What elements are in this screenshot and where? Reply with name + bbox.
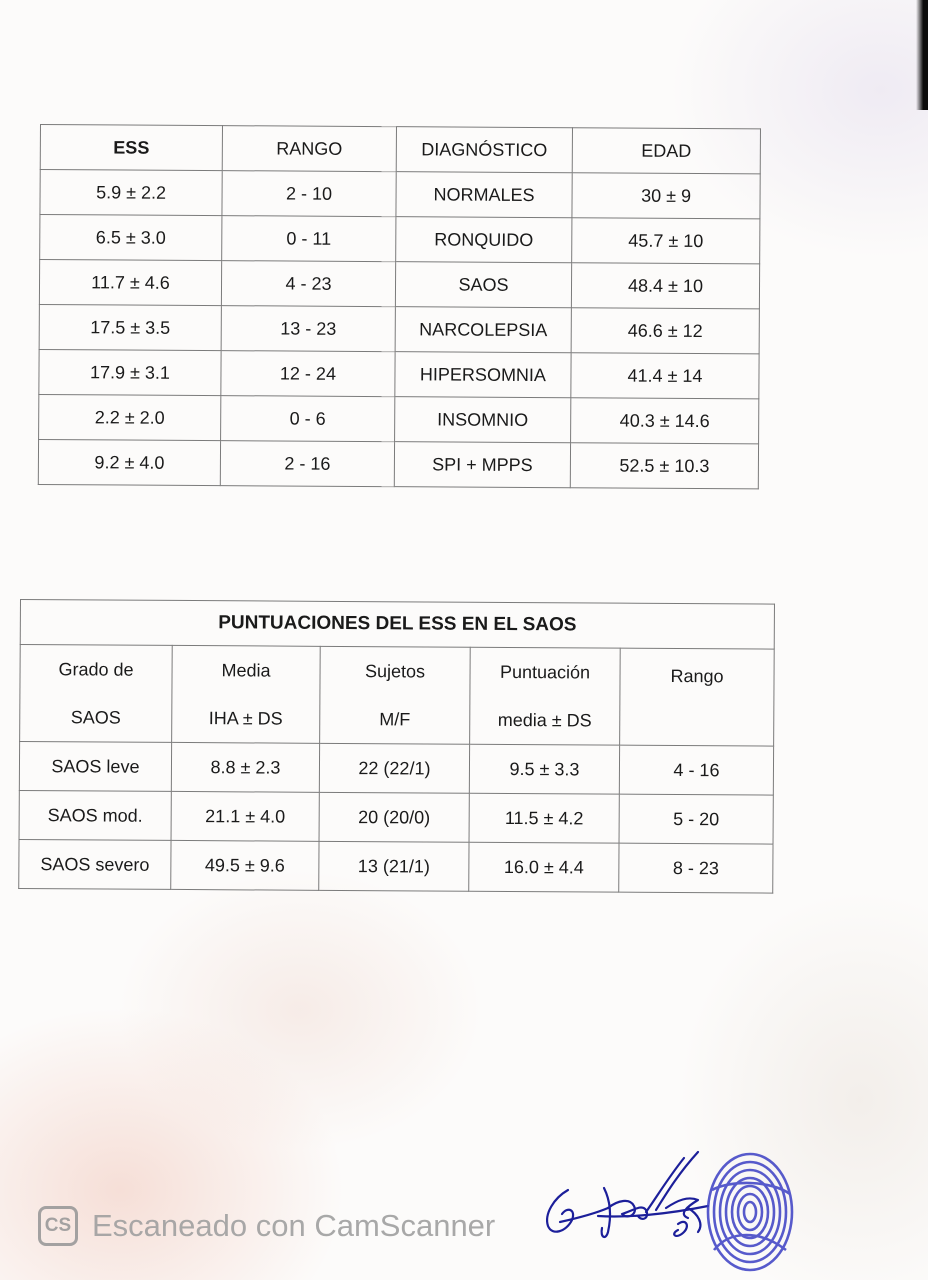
diagnostico-cell: NARCOLEPSIA bbox=[395, 307, 571, 353]
header-line: Puntuación bbox=[499, 661, 591, 683]
ess-cell: 17.5 ± 3.5 bbox=[39, 304, 221, 350]
table-row bbox=[40, 215, 760, 264]
table-row bbox=[39, 394, 759, 443]
rango-cell: 2 - 10 bbox=[222, 171, 396, 217]
header-puntuacion bbox=[470, 647, 621, 745]
diagnostico-cell: HIPERSOMNIA bbox=[395, 352, 571, 398]
media-cell: 8.8 ± 2.3 bbox=[171, 742, 319, 792]
sujetos-cell: 22 (22/1) bbox=[319, 743, 469, 793]
table-row bbox=[39, 260, 759, 309]
ess-cell: 11.7 ± 4.6 bbox=[39, 260, 221, 306]
ess-cell: 2.2 ± 2.0 bbox=[39, 394, 221, 440]
ess-diagnosis-table bbox=[38, 124, 761, 489]
table-row bbox=[19, 790, 773, 844]
rango-cell: 8 - 23 bbox=[619, 843, 773, 893]
table-row bbox=[39, 304, 759, 353]
media-cell: 21.1 ± 4.0 bbox=[171, 791, 319, 841]
table-row bbox=[39, 349, 759, 398]
fingerprint-icon bbox=[700, 1150, 796, 1280]
ess-header-diagnostico: DIAGNÓSTICO bbox=[396, 127, 572, 173]
rango-cell: 4 - 16 bbox=[619, 745, 773, 795]
ess-cell: 6.5 ± 3.0 bbox=[40, 215, 222, 261]
header-line: IHA ± DS bbox=[208, 708, 283, 729]
table-row bbox=[38, 439, 758, 488]
header-media-iha bbox=[172, 645, 321, 743]
table-row bbox=[19, 839, 773, 893]
sujetos-cell: 13 (21/1) bbox=[319, 841, 469, 891]
saos-scores-table bbox=[18, 599, 775, 894]
sujetos-cell: 20 (20/0) bbox=[319, 792, 469, 842]
diagnostico-cell: SAOS bbox=[395, 262, 571, 308]
saos-table-title: PUNTUACIONES DEL ESS EN EL SAOS bbox=[20, 600, 774, 650]
header-sujetos bbox=[320, 646, 471, 744]
camscanner-logo-icon: CS bbox=[38, 1206, 78, 1246]
saos-header-row bbox=[20, 645, 775, 747]
header-line: M/F bbox=[379, 709, 411, 730]
edad-cell: 45.7 ± 10 bbox=[572, 218, 760, 264]
ess-header-ess: ESS bbox=[40, 125, 222, 171]
edad-cell: 52.5 ± 10.3 bbox=[570, 443, 758, 489]
header-line: SAOS bbox=[70, 707, 121, 728]
header-line: Media bbox=[221, 660, 271, 681]
grado-cell: SAOS mod. bbox=[19, 790, 171, 840]
ess-header-rango: RANGO bbox=[222, 126, 396, 172]
edad-cell: 41.4 ± 14 bbox=[571, 353, 759, 399]
diagnostico-cell: RONQUIDO bbox=[396, 217, 572, 263]
rango-cell: 5 - 20 bbox=[619, 794, 773, 844]
puntuacion-cell: 11.5 ± 4.2 bbox=[469, 793, 619, 843]
rango-cell: 2 - 16 bbox=[220, 441, 394, 487]
edad-cell: 30 ± 9 bbox=[572, 173, 760, 219]
saos-title-row bbox=[20, 600, 774, 650]
header-line: Grado de bbox=[58, 659, 134, 680]
puntuacion-cell: 9.5 ± 3.3 bbox=[469, 744, 619, 794]
scan-edge-shadow bbox=[916, 0, 928, 110]
header-grado-saos bbox=[20, 645, 173, 743]
ess-cell: 17.9 ± 3.1 bbox=[39, 349, 221, 395]
grado-cell: SAOS leve bbox=[19, 742, 171, 792]
ess-cell: 9.2 ± 4.0 bbox=[38, 439, 220, 485]
edad-cell: 46.6 ± 12 bbox=[571, 308, 759, 354]
header-line: media ± DS bbox=[497, 709, 592, 731]
header-rango bbox=[620, 648, 775, 746]
table-row bbox=[19, 742, 773, 796]
ess-cell: 5.9 ± 2.2 bbox=[40, 170, 222, 216]
diagnostico-cell: INSOMNIO bbox=[395, 397, 571, 443]
rango-cell: 12 - 24 bbox=[221, 351, 395, 397]
diagnostico-cell: SPI + MPPS bbox=[394, 442, 570, 488]
rango-cell: 0 - 11 bbox=[222, 216, 396, 262]
header-line: Rango bbox=[670, 665, 724, 687]
edad-cell: 40.3 ± 14.6 bbox=[571, 398, 759, 444]
ess-header-edad: EDAD bbox=[572, 128, 760, 174]
puntuacion-cell: 16.0 ± 4.4 bbox=[469, 842, 619, 892]
media-cell: 49.5 ± 9.6 bbox=[171, 840, 319, 890]
rango-cell: 0 - 6 bbox=[221, 396, 395, 442]
camscanner-watermark: Escaneado con CamScanner bbox=[92, 1208, 496, 1243]
rango-cell: 4 - 23 bbox=[221, 261, 395, 307]
header-line: Sujetos bbox=[364, 661, 426, 682]
ess-table-header-row bbox=[40, 125, 760, 174]
diagnostico-cell: NORMALES bbox=[396, 172, 572, 218]
grado-cell: SAOS severo bbox=[19, 839, 171, 889]
rango-cell: 13 - 23 bbox=[221, 306, 395, 352]
edad-cell: 48.4 ± 10 bbox=[571, 263, 759, 309]
table-row bbox=[40, 170, 760, 219]
